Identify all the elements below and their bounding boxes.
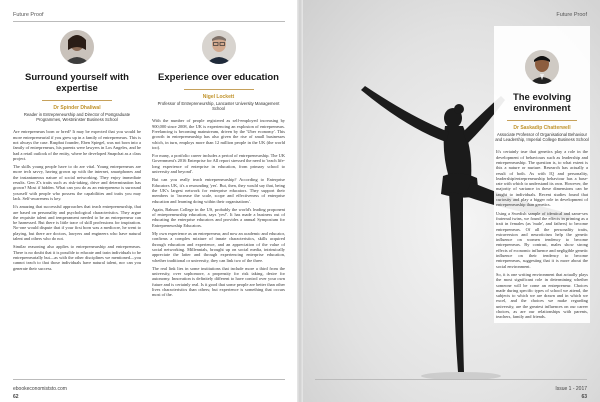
author-portrait [60,30,94,64]
body-paragraph: Using a Swedish sample of identical and same-sex fraternal twins, we found the effects in priming as a trait in females (as 'male', and fathers) to become entrepreneurs. Of all the personality traits, extraversion and neuroticism help the genetic influence on women tendency to become entrepreneurs. By contrast, males show strong effects of economic influence and negligible genetic influence on their tendency to become entrepreneurs, suggesting that it is more about the social environment. [496,210,588,269]
body-paragraph: With the number of people registered as self-employed increasing by 900,000 since 2008, the UK is experiencing an explosion of entrepreneurs. Freelancing is becoming mainstream, driven by the 'Uber economy'. This growth in entrepreneurship has also given the rise of small businesses which, in turn, employs more than 12 million people in the UK (the world too). [152,118,285,150]
body-paragraph: For many, a portfolio career includes a period of entrepreneurship. The UK Government's 2016 Enterprise for All report stressed the need to 'teach life-long experience of enterprise in education, from primary school to university and beyond'. [152,153,285,175]
right-page [303,0,600,402]
article-headline: Experience over education [158,72,279,83]
footer-issue: Issue 1 - 2017 [555,386,587,392]
header-rule [13,21,285,22]
body-paragraph: Are entrepreneurs born or bred? It may be expected that you would be more entrepreneurial if you grew up in a family of entrepreneurs. This is not always the case. Raspbat founder, Eben Spiegel, was not born into a family of entrepreneurs, his parents were lawyers in Los Angeles, and he had a retail outlook of the entity, where he developed Snapchat as a class project. [13,129,141,161]
running-head: Future Proof [556,12,587,18]
footer-rule [315,379,587,380]
author-name: Dr Spinder Dhaliwal [53,105,101,111]
author-role: Associate Professor of Organisational Behaviour and Leadership, Imperial College Business School [495,132,589,143]
article-body [494,149,590,319]
author-name: Dr Saskadip Chatterwell [513,125,571,131]
article-column-1 [13,30,141,274]
page-number: 63 [581,394,587,400]
footer-rule [13,379,285,380]
body-paragraph: Similar reasoning also applies to entrepreneurship and entrepreneurs. There is no doubt that it is possible to educate and train individuals to be entrepreneurially but—as with the other disciplines we mentioned—you cannot teach to that those individuals have natural talent, nor can you generate their success. [13,244,141,271]
byline-divider [507,120,577,121]
author-role: Professor of Entrepreneurship, Lancaster University Management School [157,101,280,112]
running-head: Future Proof [13,12,44,18]
author-portrait [525,50,559,84]
article-body [13,129,141,270]
body-paragraph: But can you really teach entrepreneurship? According to Enterprise Educators UK, it's a resounding 'yes'. But, then, they would say that, being the UK's largest network for enterprise educators. They support their members to 'increase the scale, scope and effectiveness of enterprise education and learning doing within their organisations'. [152,177,285,204]
body-paragraph: My own experience as an entrepreneur, and now an academic and educator, confirms a complex mixture of innate characteristics, skills acquired through education and experience, and an appreciation of the value of social networking. Millennials, brought up on social media, intrinsically appreciate the latter and through experiencing enterprise education, whether traditional or university, they can link two of the three. [152,231,285,263]
byline-divider [42,100,112,101]
body-paragraph: The real link lies in some institutions that include more a third from the university, over sophomore, a propensity for risk taking, desire for autonomy. Innovation is definitely different to have control over your own future and is certainly real. Is it good that some people are better than other lives characteristics than others; but experience is something that occurs most of the. [152,265,285,298]
article-headline: Surround yourself with expertise [25,72,129,94]
body-paragraph: So, it is one writing environment that actually plays the most significant role in determining whether someone will be come an entrepreneur. Choices made during specific types of school we attend, the subjects to which we are drawn and in which we excel, and the choices we make regarding university, are the greatest influences on our career choices, as are our relationships with parents, teachers, family and friends. [496,271,588,320]
footer-website: ebookeconomiststo.com [13,386,67,392]
author-portrait [202,30,236,64]
article-body [152,118,285,297]
page-number: 62 [13,394,19,400]
article-column-3 [494,26,590,323]
body-paragraph: The skills young people have to do are vital. Young entrepreneurs are more tech savvy, having grown up with the internet, smartphones and the instantaneous nature of social networking. They enjoy immediate results. Gen Z's traits such as risk-taking, drive and determination has grown? Most if hidden. What can you do as an entrepreneur is surround yourself with people who possess the capabilities and traits you may lack. Self-awareness is key. [13,164,141,201]
left-page [0,0,297,402]
article-headline: The evolving environment [512,92,572,114]
author-role: Reader in Entrepreneurship and Director of Postgraduate Programmes, Westminster Business School [23,112,131,123]
body-paragraph: Again, Babson College in the US, probably the world's leading proponent of entrepreneurship education, says 'yes!'. It has made a business out of educating the enterprise educators and provides a annual Symposium for Entrepreneurship Educators. [152,206,285,228]
body-paragraph: It's amazing that successful approaches that teach entrepreneurship, that are based on personality and psychological characteristics. They argue the requisite talent and temperament needed to be an entrepreneur can be harnessed. But there is little trace of skill professions for inspiration. No-one would dispute that if your first born was a mediocre, he went to playing, but there are doctors, lawyers and engineers who have natural talent and others who do not. [13,204,141,242]
byline-divider [184,89,254,90]
author-name: Nigel Lockett [202,94,235,100]
body-paragraph: It's certainly true that genetics play a role in the development of behaviours such as leadership and entrepreneurship. The question is, to what extent is this a nature or nurture. Research has actually a result of both. As with IQ and personality, leadership/entrepreneurship behaviour has a base-rate with which to understand its own. However, the majority of variance in these dimensions can be taught to individuals. Recent studies found that curiosity and play a bigger role in development of entrepreneurship than genetics. [496,149,588,208]
article-column-2 [152,30,285,301]
